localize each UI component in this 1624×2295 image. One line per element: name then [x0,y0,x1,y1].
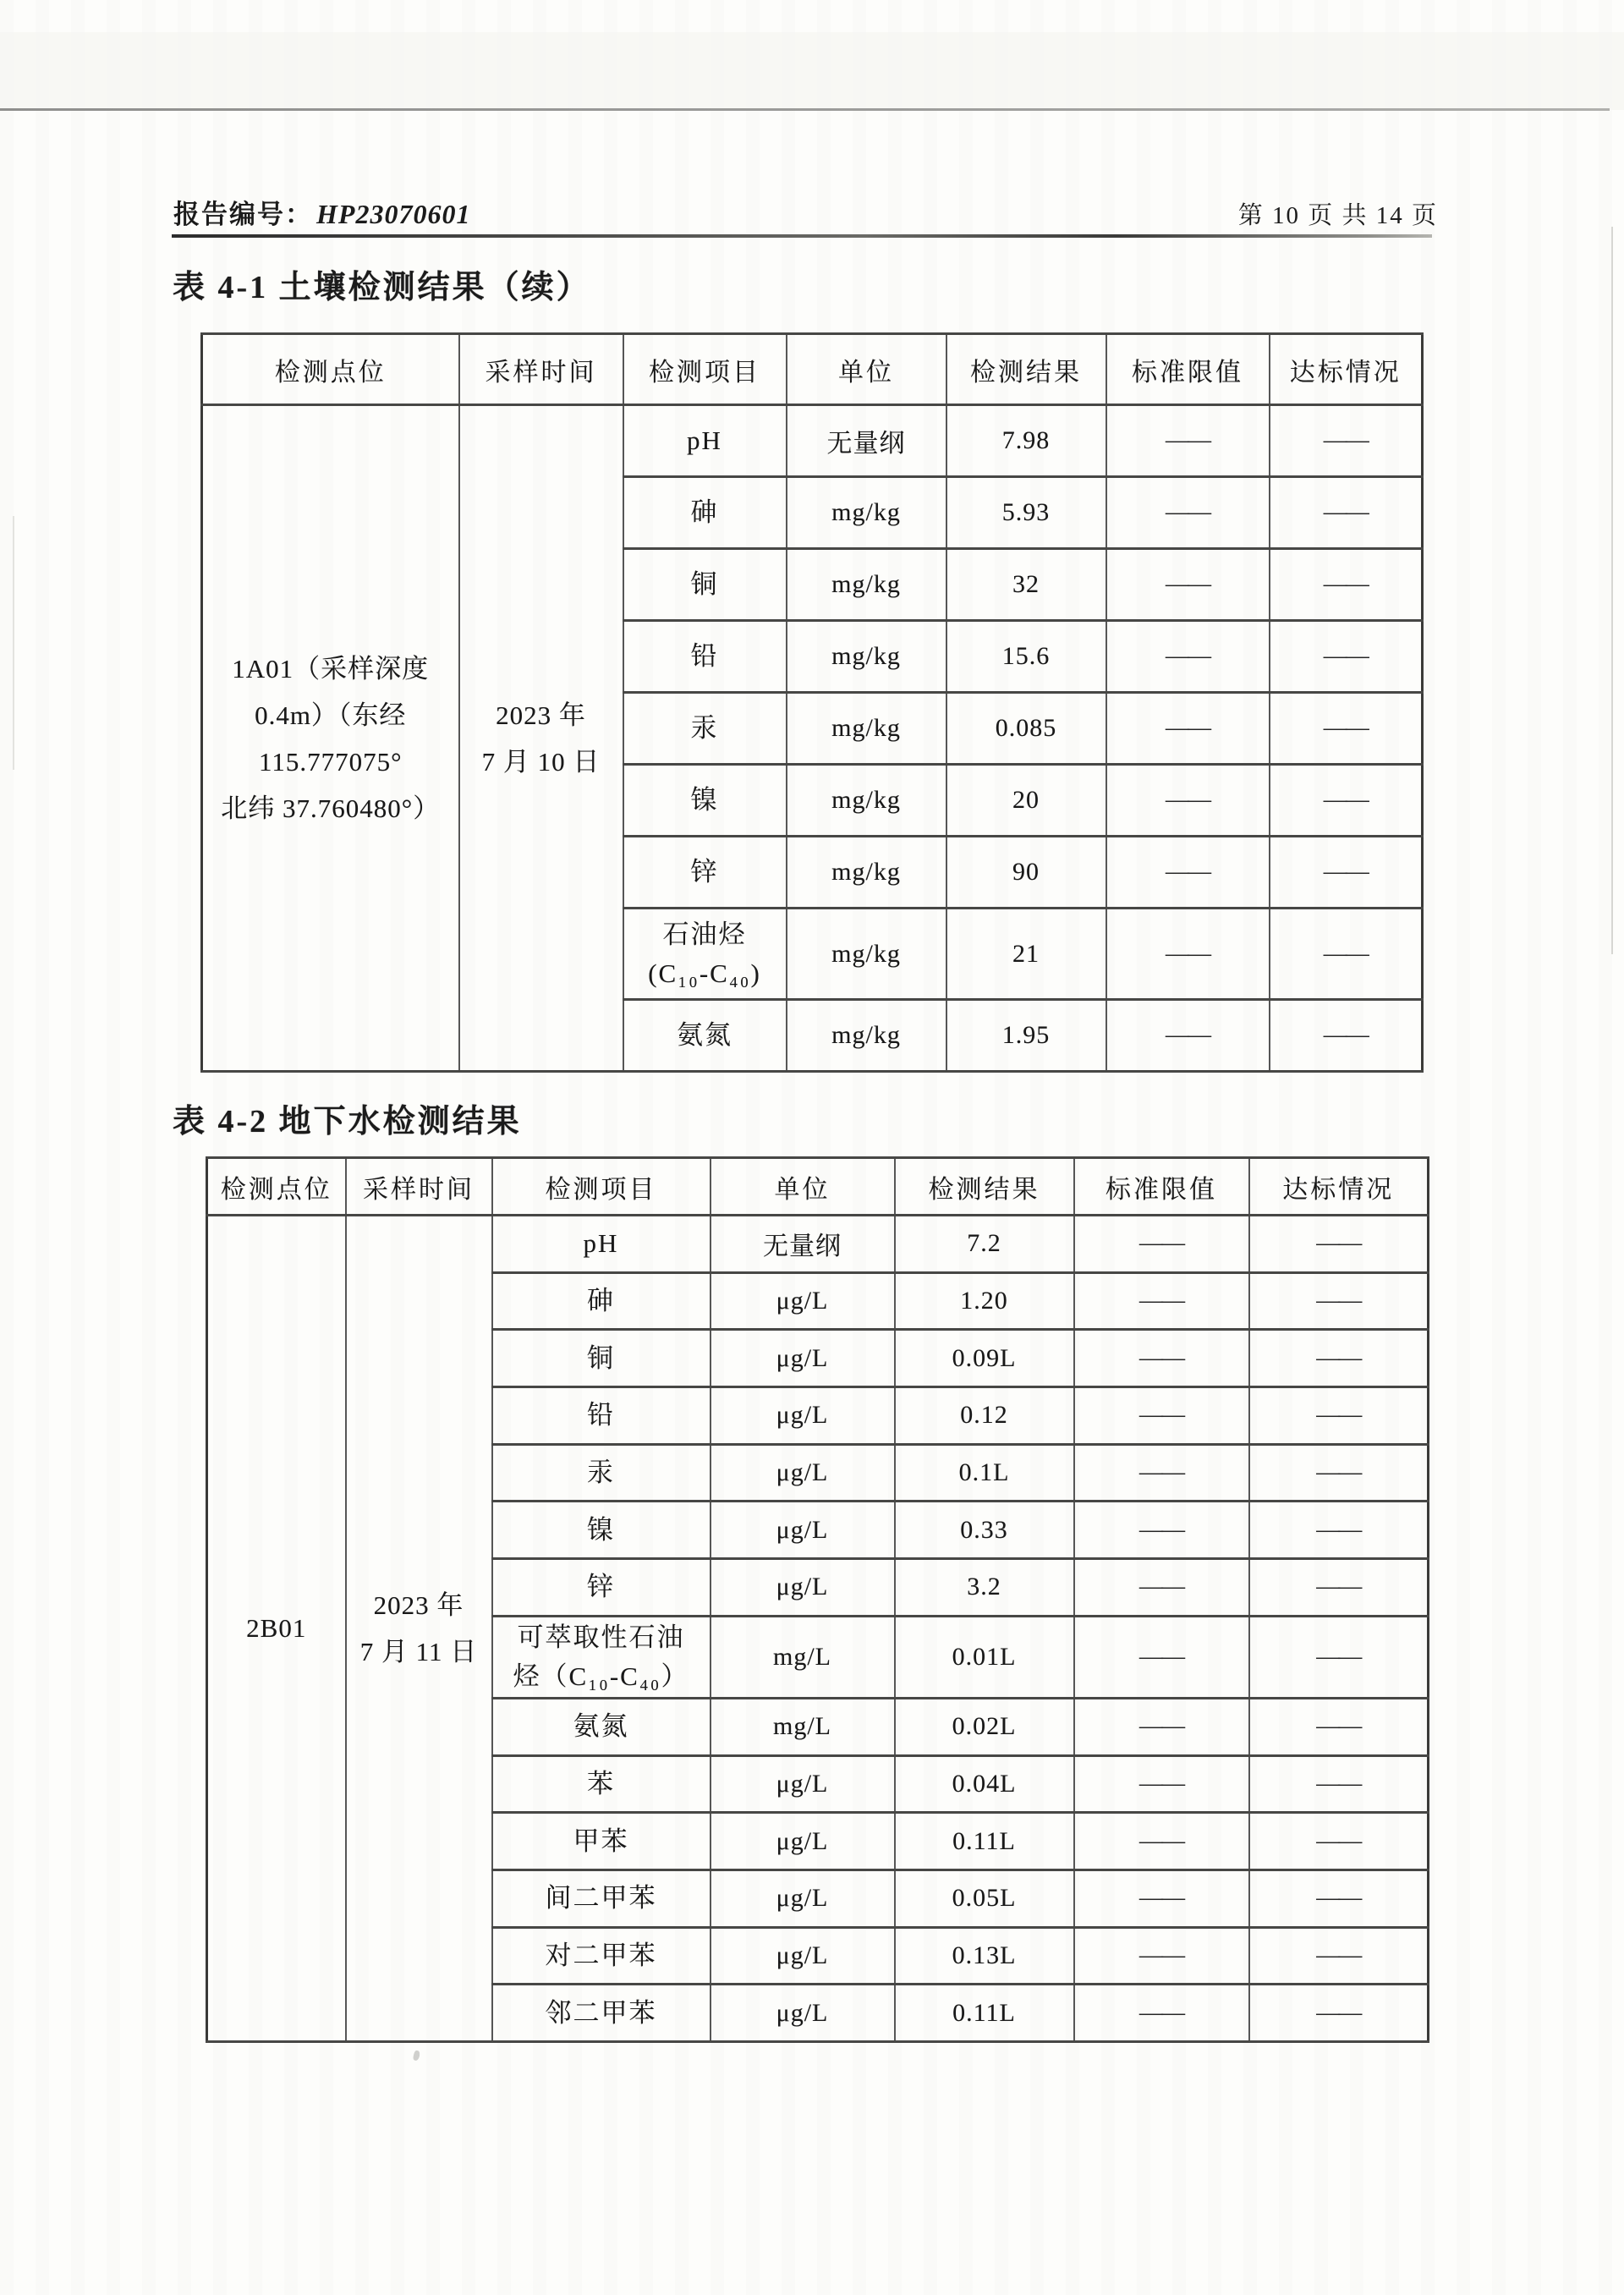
status-cell: —— [1249,1927,1429,1985]
item-line: 氨氮 [573,1711,629,1742]
limit-cell: —— [1106,1000,1270,1072]
limit-cell: —— [1074,1927,1249,1985]
limit-cell: —— [1106,837,1270,909]
item-line: 镍 [587,1514,615,1545]
unit-cell: mg/kg [787,837,946,909]
item-line: 铜 [587,1342,615,1373]
item-line: 砷 [690,497,719,527]
item-cell [623,477,787,549]
sample-time-cell-line: 2023 年 [373,1589,464,1620]
unit-cell: mg/kg [787,477,946,549]
sample-point-cell-line: 0.4m）（东经 [255,700,407,730]
limit-cell: —— [1074,1985,1249,2042]
item-line: 甲苯 [573,1826,629,1856]
sample-point-cell-line: 115.777075° [259,746,403,777]
limit-cell: —— [1106,549,1270,621]
top-horizontal-rule [0,108,1610,111]
result-cell: 0.11L [895,1985,1074,2042]
item-line: 石油烃 [662,919,747,949]
status-cell: —— [1270,1000,1423,1072]
limit-cell: —— [1074,1387,1249,1445]
status-cell: —— [1249,1985,1429,2042]
header-cell-status: 达标情况 [1270,334,1423,405]
sample-point-cell [202,405,459,1072]
item-cell [492,1927,710,1985]
header-cell-time: 采样时间 [346,1158,492,1216]
status-cell: —— [1249,1444,1429,1502]
limit-cell: —— [1074,1216,1249,1273]
item-line: 锌 [690,857,719,887]
limit-cell: —— [1074,1330,1249,1387]
status-cell: —— [1249,1869,1429,1927]
sample-point-cell [207,1216,346,2042]
sample-time-cell-line: 7 月 10 日 [481,746,601,777]
item-line: 氨氮 [677,1020,732,1050]
item-line: 铜 [690,569,719,599]
item-cell [492,1985,710,2042]
item-cell [492,1444,710,1502]
unit-cell: mg/kg [787,909,946,1000]
item-line: 锌 [587,1572,615,1602]
status-cell: —— [1249,1216,1429,1273]
unit-cell: mg/kg [787,765,946,837]
item-line: 邻二甲苯 [545,1997,657,2028]
header-cell-unit: 单位 [787,334,946,405]
item-cell [492,1813,710,1870]
limit-cell: —— [1106,405,1270,477]
report-number-line [173,193,470,231]
unit-cell: μg/L [710,1559,895,1617]
result-cell: 0.04L [895,1755,1074,1813]
item-cell [492,1698,710,1755]
header-cell-limit: 标准限值 [1074,1158,1249,1216]
result-cell: 0.02L [895,1698,1074,1755]
result-cell: 0.05L [895,1869,1074,1927]
result-cell: 0.1L [895,1444,1074,1502]
unit-cell: mg/kg [787,693,946,765]
status-cell: —— [1249,1502,1429,1559]
limit-cell: —— [1074,1755,1249,1813]
status-cell: —— [1249,1272,1429,1330]
scan-artifact [413,2050,420,2061]
item-line: (C₁₀-C₄₀) [648,958,761,988]
scan-edge-line [13,516,14,770]
result-cell: 20 [946,765,1106,837]
header-rule [172,234,1432,238]
item-cell [492,1272,710,1330]
unit-cell: mg/L [710,1698,895,1755]
item-cell [492,1559,710,1617]
result-cell: 7.98 [946,405,1106,477]
status-cell: —— [1270,477,1423,549]
status-cell: —— [1270,621,1423,693]
sample-point-cell-line: 1A01（采样深度 [232,653,430,684]
result-cell: 0.12 [895,1387,1074,1445]
scan-gray-band [0,32,1624,110]
limit-cell: —— [1074,1444,1249,1502]
result-cell: 0.11L [895,1813,1074,1870]
status-cell: —— [1249,1755,1429,1813]
sample-time-cell [459,405,623,1072]
status-cell: —— [1249,1813,1429,1870]
unit-cell: μg/L [710,1869,895,1927]
header-cell-status: 达标情况 [1249,1158,1429,1216]
result-cell: 1.20 [895,1272,1074,1330]
header-cell-item: 检测项目 [623,334,787,405]
sample-time-cell [346,1216,492,2042]
unit-cell: μg/L [710,1985,895,2042]
item-cell [492,1616,710,1698]
status-cell: —— [1249,1698,1429,1755]
status-cell: —— [1249,1559,1429,1617]
result-cell: 3.2 [895,1559,1074,1617]
result-cell: 5.93 [946,477,1106,549]
sample-point-cell-line: 2B01 [246,1613,307,1644]
result-cell: 0.33 [895,1502,1074,1559]
header-cell-unit: 单位 [710,1158,895,1216]
page-number: 第 10 页 共 14 页 [1237,202,1438,229]
header-cell-result: 检测结果 [895,1158,1074,1216]
header-cell-point: 检测点位 [207,1158,346,1216]
item-line: 可萃取性石油 [517,1622,685,1652]
limit-cell: —— [1074,1616,1249,1698]
header-cell-result: 检测结果 [946,334,1106,405]
unit-cell: μg/L [710,1387,895,1445]
item-line: 间二甲苯 [545,1883,657,1913]
status-cell: —— [1249,1387,1429,1445]
header-cell-point: 检测点位 [202,334,459,405]
result-cell: 21 [946,909,1106,1000]
result-cell: 1.95 [946,1000,1106,1072]
table-row [202,405,1423,477]
unit-cell: 无量纲 [710,1216,895,1273]
limit-cell: —— [1074,1698,1249,1755]
unit-cell: mg/kg [787,621,946,693]
limit-cell: —— [1074,1813,1249,1870]
status-cell: —— [1249,1616,1429,1698]
sample-time-cell-line: 2023 年 [496,700,586,730]
item-line: pH [583,1228,619,1259]
result-cell: 0.01L [895,1616,1074,1698]
report-number-value: HP23070601 [316,199,471,229]
header-cell-item: 检测项目 [492,1158,710,1216]
status-cell: —— [1270,405,1423,477]
unit-cell: μg/L [710,1502,895,1559]
item-line: 对二甲苯 [545,1940,657,1970]
item-cell [492,1755,710,1813]
limit-cell: —— [1106,477,1270,549]
limit-cell: —— [1074,1559,1249,1617]
unit-cell: mg/L [710,1616,895,1698]
item-cell [492,1502,710,1559]
unit-cell: μg/L [710,1444,895,1502]
table1-title: 表 4-1 土壤检测结果（续） [173,270,591,305]
limit-cell: —— [1106,909,1270,1000]
result-cell: 0.13L [895,1927,1074,1985]
item-cell [623,909,787,1000]
status-cell: —— [1270,837,1423,909]
result-cell: 90 [946,837,1106,909]
unit-cell: mg/kg [787,549,946,621]
report-number-label: 报告编号： [173,200,313,229]
soil-results-table [200,332,1424,1073]
limit-cell: —— [1074,1502,1249,1559]
status-cell: —— [1270,549,1423,621]
item-line: 苯 [587,1768,615,1798]
item-cell [492,1216,710,1273]
item-line: 汞 [690,713,719,743]
unit-cell: μg/L [710,1755,895,1813]
item-cell [623,405,787,477]
item-line: 烃（C₁₀-C₄₀） [513,1661,689,1691]
sample-point-cell-line: 北纬 37.760480°） [221,793,441,823]
unit-cell: μg/L [710,1330,895,1387]
result-cell: 32 [946,549,1106,621]
groundwater-results-table [206,1156,1429,2043]
item-cell [492,1869,710,1927]
table2-title: 表 4-2 地下水检测结果 [173,1104,522,1139]
unit-cell: 无量纲 [787,405,946,477]
item-cell [623,837,787,909]
item-line: 铅 [587,1400,615,1430]
limit-cell: —— [1106,621,1270,693]
table-header-row [202,334,1423,405]
item-cell [623,549,787,621]
limit-cell: —— [1106,765,1270,837]
status-cell: —— [1270,693,1423,765]
item-cell [623,693,787,765]
table-row [207,1216,1429,1273]
header-cell-limit: 标准限值 [1106,334,1270,405]
status-cell: —— [1249,1330,1429,1387]
result-cell: 7.2 [895,1216,1074,1273]
item-line: 铅 [690,641,719,671]
limit-cell: —— [1074,1869,1249,1927]
unit-cell: μg/L [710,1813,895,1870]
item-cell [623,765,787,837]
item-cell [492,1330,710,1387]
limit-cell: —— [1074,1272,1249,1330]
limit-cell: —— [1106,693,1270,765]
item-line: 汞 [587,1458,615,1488]
status-cell: —— [1270,909,1423,1000]
item-cell [492,1387,710,1445]
item-cell [623,621,787,693]
result-cell: 15.6 [946,621,1106,693]
status-cell: —— [1270,765,1423,837]
item-line: 镍 [690,785,719,815]
item-line: pH [687,426,722,455]
header-cell-time: 采样时间 [459,334,623,405]
sample-time-cell-line: 7 月 11 日 [359,1636,478,1666]
item-cell [623,1000,787,1072]
result-cell: 0.085 [946,693,1106,765]
result-cell: 0.09L [895,1330,1074,1387]
unit-cell: μg/L [710,1927,895,1985]
unit-cell: μg/L [710,1272,895,1330]
item-line: 砷 [587,1286,615,1316]
scan-edge-line [1611,227,1613,954]
table-header-row [207,1158,1429,1216]
unit-cell: mg/kg [787,1000,946,1072]
